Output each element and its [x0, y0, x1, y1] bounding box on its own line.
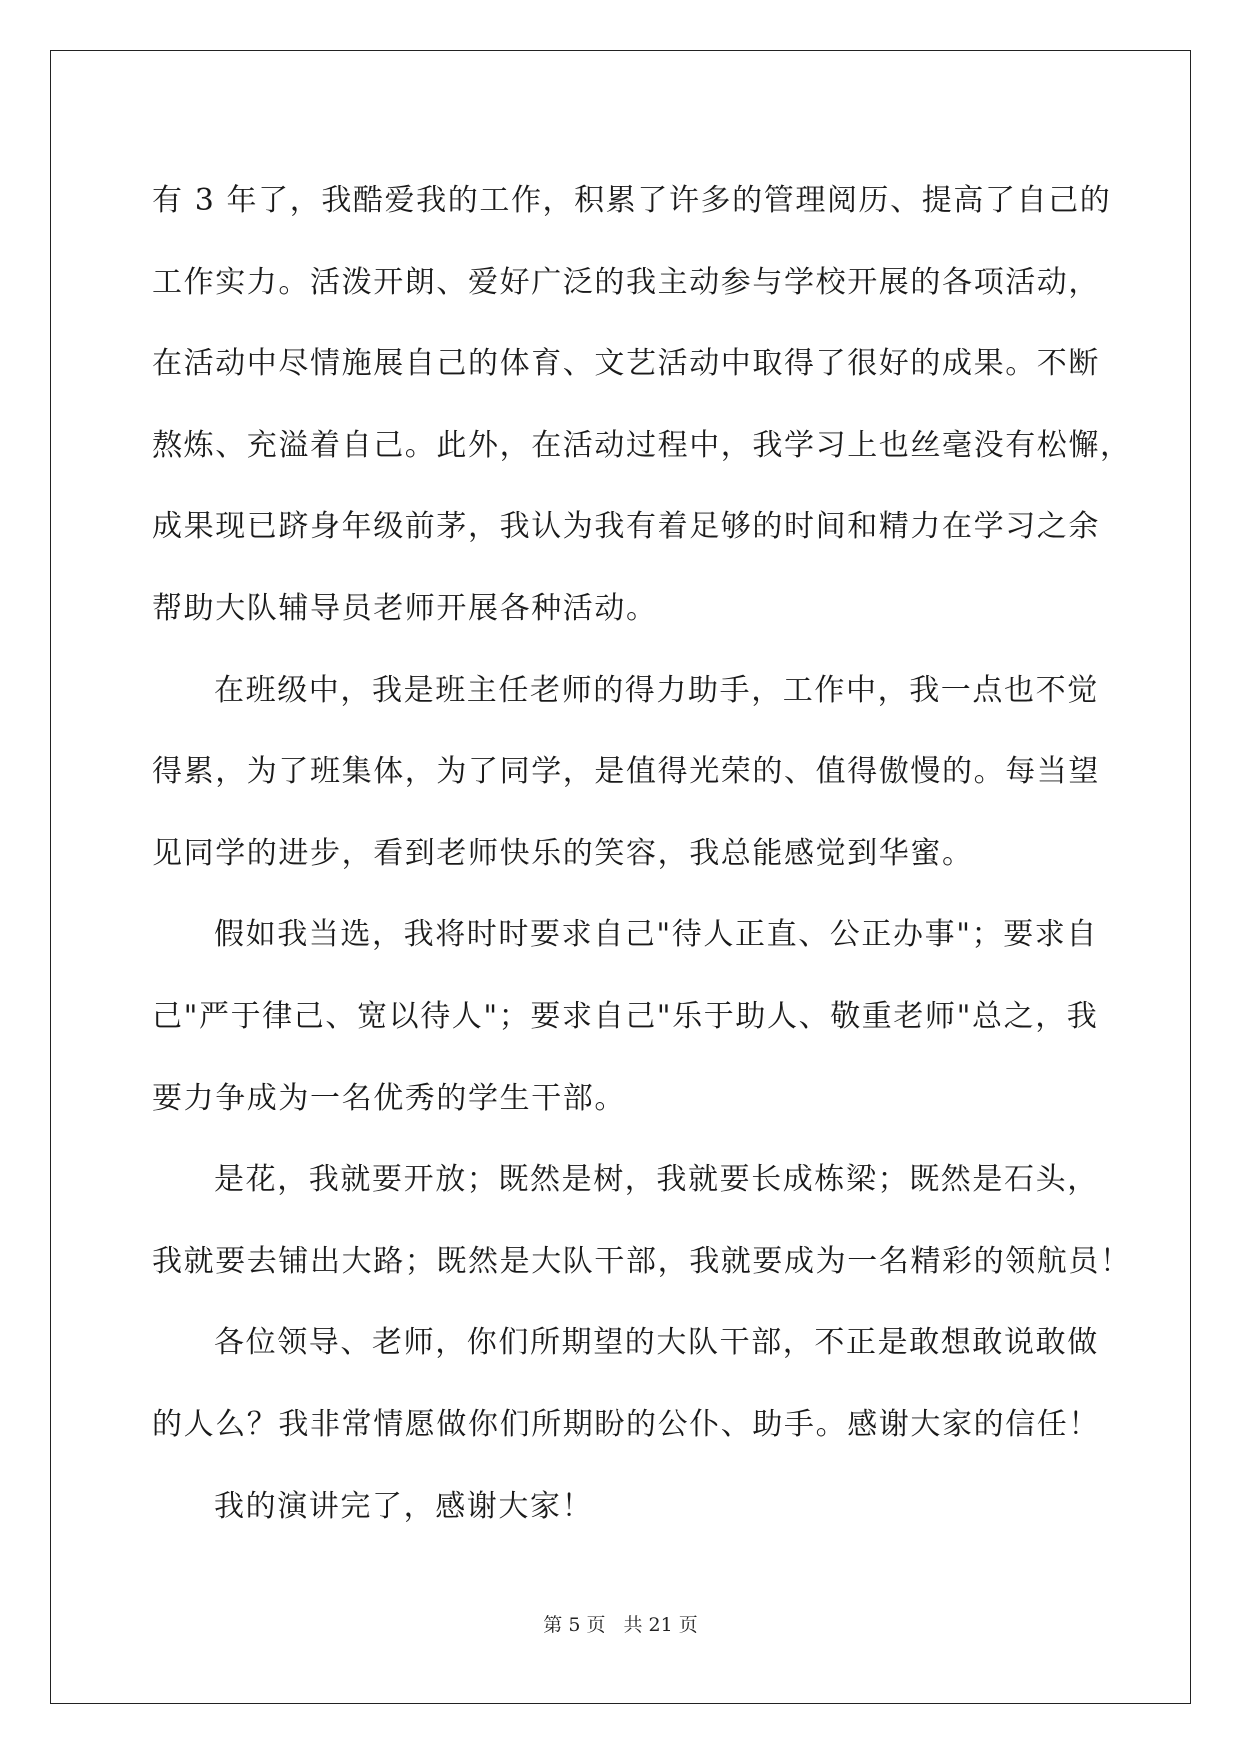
paragraph-start-line: 在班级中，我是班主任老师的得力助手，工作中，我一点也不觉	[214, 672, 1099, 708]
document-body	[152, 160, 1132, 1547]
text-line: 要力争成为一名优秀的学生干部。	[152, 1080, 626, 1116]
text-line: 得累，为了班集体，为了同学，是值得光荣的、值得傲慢的。每当望	[152, 754, 1100, 790]
paragraph-start-line: 各位领导、老师，你们所期望的大队干部，不正是敢想敢说敢做	[214, 1325, 1099, 1361]
text-line: 己"严于律己、宽以待人"；要求自己"乐于助人、敬重老师"总之，我	[152, 998, 1099, 1034]
text-line: 工作实力。活泼开朗、爱好广泛的我主动参与学校开展的各项活动，	[152, 264, 1100, 300]
paragraph-start-line: 我的演讲完了，感谢大家！	[214, 1488, 594, 1524]
text-line: 有 3 年了，我酷爱我的工作，积累了许多的管理阅历、提高了自己的	[152, 183, 1112, 218]
text-line: 成果现已跻身年级前茅，我认为我有着足够的时间和精力在学习之余	[152, 509, 1100, 545]
text-line: 我就要去铺出大路；既然是大队干部，我就要成为一名精彩的领航员！	[152, 1243, 1132, 1279]
text-line: 熬炼、充溢着自己。此外，在活动过程中，我学习上也丝毫没有松懈，	[152, 427, 1132, 463]
text-line: 见同学的进步，看到老师快乐的笑容，我总能感觉到华蜜。	[152, 835, 974, 871]
text-line: 帮助大队辅导员老师开展各种活动。	[152, 590, 658, 626]
text-line: 在活动中尽情施展自己的体育、文艺活动中取得了很好的成果。不断	[152, 346, 1100, 382]
total-page-count: 共 21 页	[623, 1614, 698, 1636]
text-line: 的人么？我非常情愿做你们所期盼的公仆、助手。感谢大家的信任！	[152, 1406, 1100, 1442]
current-page-number: 第 5 页	[543, 1614, 606, 1636]
page-footer	[0, 1610, 1241, 1637]
paragraph-start-line: 是花，我就要开放；既然是树，我就要长成栋梁；既然是石头，	[214, 1162, 1099, 1198]
paragraph-start-line: 假如我当选，我将时时要求自己"待人正直、公正办事"；要求自	[214, 917, 1098, 953]
